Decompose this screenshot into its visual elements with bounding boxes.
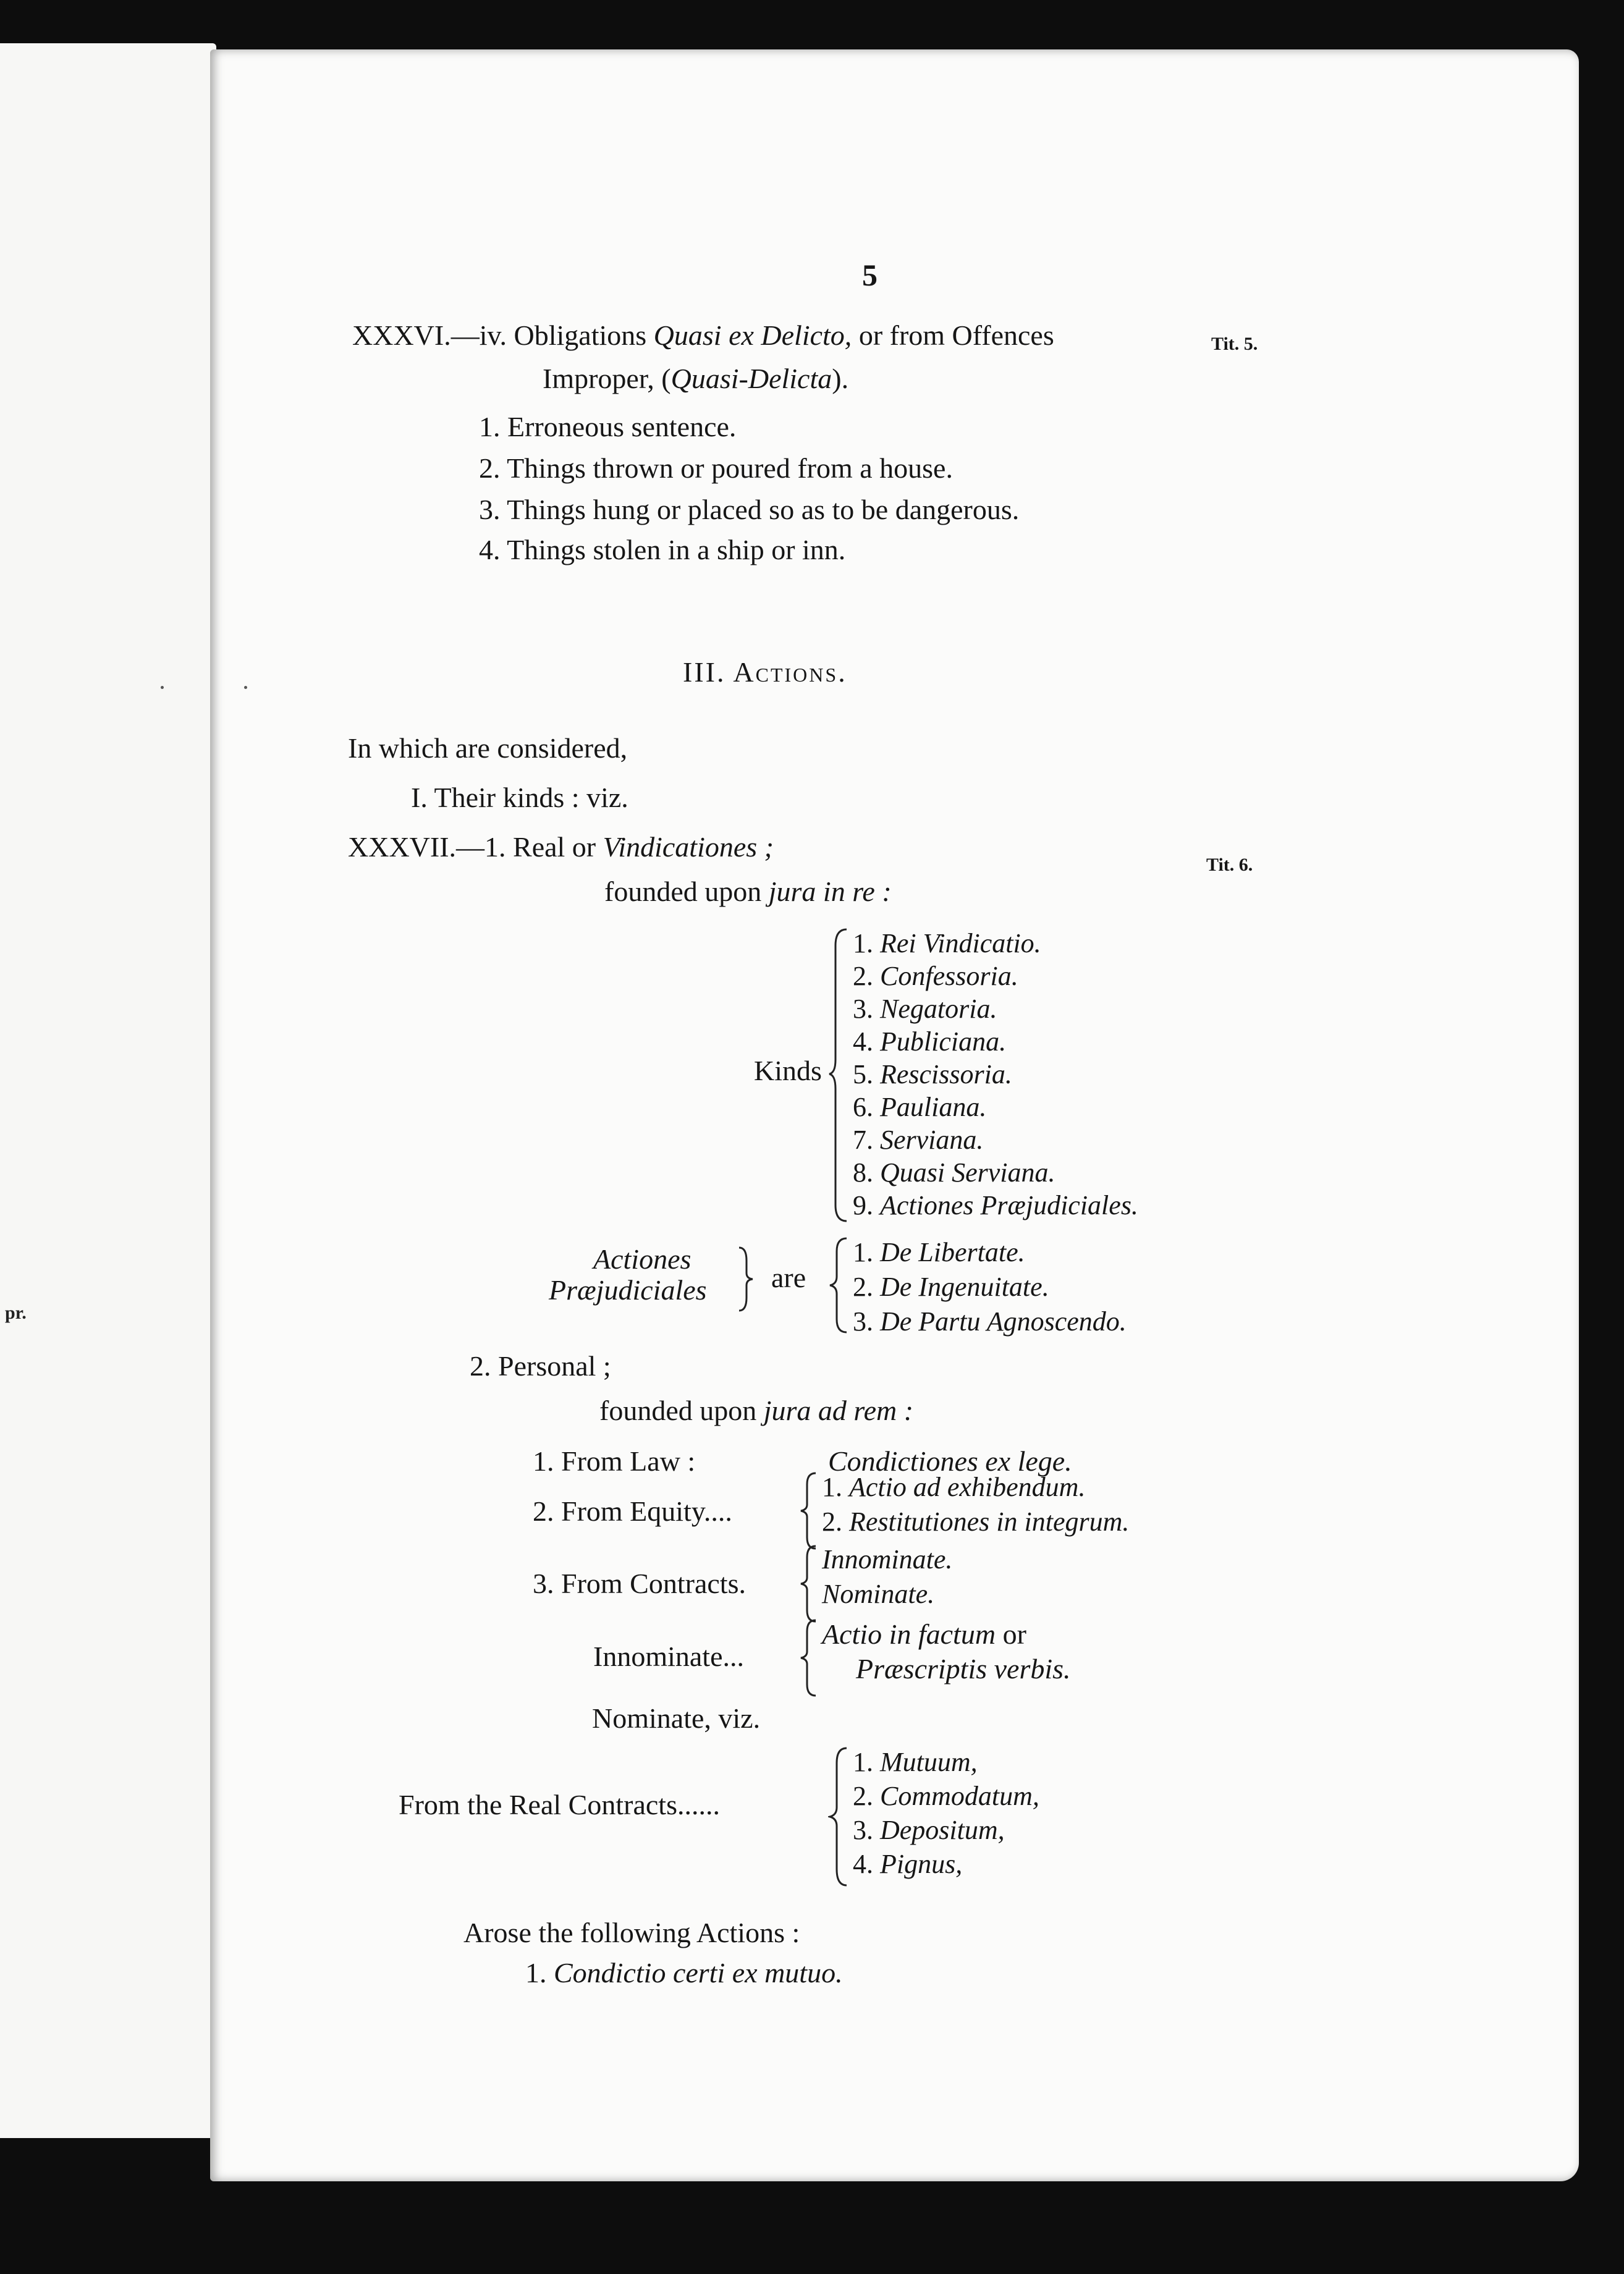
heading-text: Obligations xyxy=(514,319,647,351)
nominate-viz: Nominate, viz. xyxy=(592,1702,761,1734)
innominate-line-2: Præscriptis verbis. xyxy=(856,1653,1071,1684)
list-item: 1. De Libertate. xyxy=(853,1237,1025,1267)
section-xxxvi-heading-cont xyxy=(543,365,848,393)
list-item: 7. Serviana. xyxy=(853,1125,984,1155)
list-item: 5. Rescissoria. xyxy=(853,1059,1012,1089)
section-xxxvi-heading xyxy=(352,321,1054,350)
heading-text: Real or xyxy=(513,831,596,863)
innominate-line-1 xyxy=(822,1620,1026,1649)
personal-heading: 2. Personal ; xyxy=(470,1350,611,1382)
heading-cont-italic: Quasi-Delicta xyxy=(670,363,832,394)
list-item: 1. Actio ad exhibendum. xyxy=(822,1472,1086,1502)
section-numeral: XXXVI.—iv. xyxy=(352,319,507,351)
heading-italic: Quasi ex Delicto, xyxy=(653,319,852,351)
innominate-brace xyxy=(798,1618,819,1698)
list-item: 4. Publiciana. xyxy=(853,1026,1007,1057)
list-item: 2. Commodatum, xyxy=(853,1781,1039,1811)
arose-line: Arose the following Actions : xyxy=(463,1917,800,1948)
list-item: 1. Rei Vindicatio. xyxy=(853,928,1041,958)
list-item: 8. Quasi Serviana. xyxy=(853,1157,1055,1188)
left-margin-ref: pr. xyxy=(5,1303,27,1323)
from-law-value: Condictiones ex lege. xyxy=(828,1445,1072,1477)
list-item: 2. Things thrown or poured from a house. xyxy=(479,452,953,484)
facing-page-edge xyxy=(0,43,216,2138)
page-number: 5 xyxy=(862,258,878,292)
first-action xyxy=(525,1959,843,1987)
list-item: 3. Depositum, xyxy=(853,1815,1005,1845)
list-item: 6. Pauliana. xyxy=(853,1092,987,1122)
praejud-label-1: Actiones xyxy=(593,1243,691,1275)
margin-ref-tit5: Tit. 5. xyxy=(1211,334,1258,354)
innominate-label: Innominate... xyxy=(593,1641,744,1672)
heading-italic: Vindicationes ; xyxy=(603,831,774,863)
from-contracts: 3. From Contracts. xyxy=(533,1568,746,1599)
founded-text: founded upon xyxy=(604,876,762,907)
list-item: 4. Things stolen in a ship or inn. xyxy=(479,534,846,565)
list-item: 2. Restitutiones in integrum. xyxy=(822,1507,1130,1537)
equity-brace xyxy=(798,1471,819,1551)
contracts-brace xyxy=(798,1544,819,1624)
list-item: 2. De Ingenuitate. xyxy=(853,1272,1049,1302)
praejud-are: are xyxy=(771,1262,806,1293)
list-item: 2. Confessoria. xyxy=(853,961,1018,991)
praejud-brace xyxy=(828,1236,853,1335)
heading-cont-end: ). xyxy=(832,363,849,394)
kinds-brace xyxy=(828,927,853,1224)
list-item: 9. Actiones Præjudiciales. xyxy=(853,1190,1138,1220)
innominate-tail: or xyxy=(1002,1618,1026,1650)
list-item: 1. Erroneous sentence. xyxy=(479,411,737,442)
list-item: 3. De Partu Agnoscendo. xyxy=(853,1306,1127,1337)
list-item: 3. Things hung or placed so as to be dangerous. xyxy=(479,494,1020,525)
real-contracts-brace xyxy=(828,1746,853,1888)
list-item: 3. Negatoria. xyxy=(853,994,997,1024)
list-item: 4. Pignus, xyxy=(853,1849,963,1879)
section-numeral: XXXVII.—1. xyxy=(348,831,506,863)
section-heading-actions: III. Actions. xyxy=(683,656,847,688)
speck xyxy=(161,686,164,689)
kinds-label: Kinds xyxy=(754,1055,822,1086)
list-item: 1. Mutuum, xyxy=(853,1747,978,1777)
founded-line-personal xyxy=(599,1397,913,1425)
first-action-name: Condictio certi ex mutuo. xyxy=(554,1957,843,1989)
list-item: Nominate. xyxy=(822,1579,935,1609)
founded-italic: jura ad rem : xyxy=(763,1395,914,1426)
section-xxxvii-heading xyxy=(348,833,774,861)
from-equity: 2. From Equity.... xyxy=(533,1495,732,1527)
first-action-num: 1. xyxy=(525,1957,547,1989)
list-item: Innominate. xyxy=(822,1544,953,1574)
real-contracts-label: From the Real Contracts...... xyxy=(399,1789,720,1820)
document-page xyxy=(210,49,1579,2181)
intro-line: In which are considered, xyxy=(348,732,628,764)
speck xyxy=(244,686,247,689)
innominate-italic: Actio in factum xyxy=(822,1618,996,1650)
margin-ref-tit6: Tit. 6. xyxy=(1206,855,1253,875)
kinds-line: I. Their kinds : viz. xyxy=(411,782,628,813)
praejud-label-2: Præjudiciales xyxy=(549,1274,707,1306)
from-law: 1. From Law : xyxy=(533,1445,696,1477)
heading-cont: Improper, ( xyxy=(543,363,671,394)
heading-tail: or from Offences xyxy=(858,319,1054,351)
founded-text: founded upon xyxy=(599,1395,757,1426)
praejud-closing-brace xyxy=(737,1245,755,1313)
founded-italic: jura in re : xyxy=(768,876,892,907)
founded-line-real xyxy=(604,877,892,906)
